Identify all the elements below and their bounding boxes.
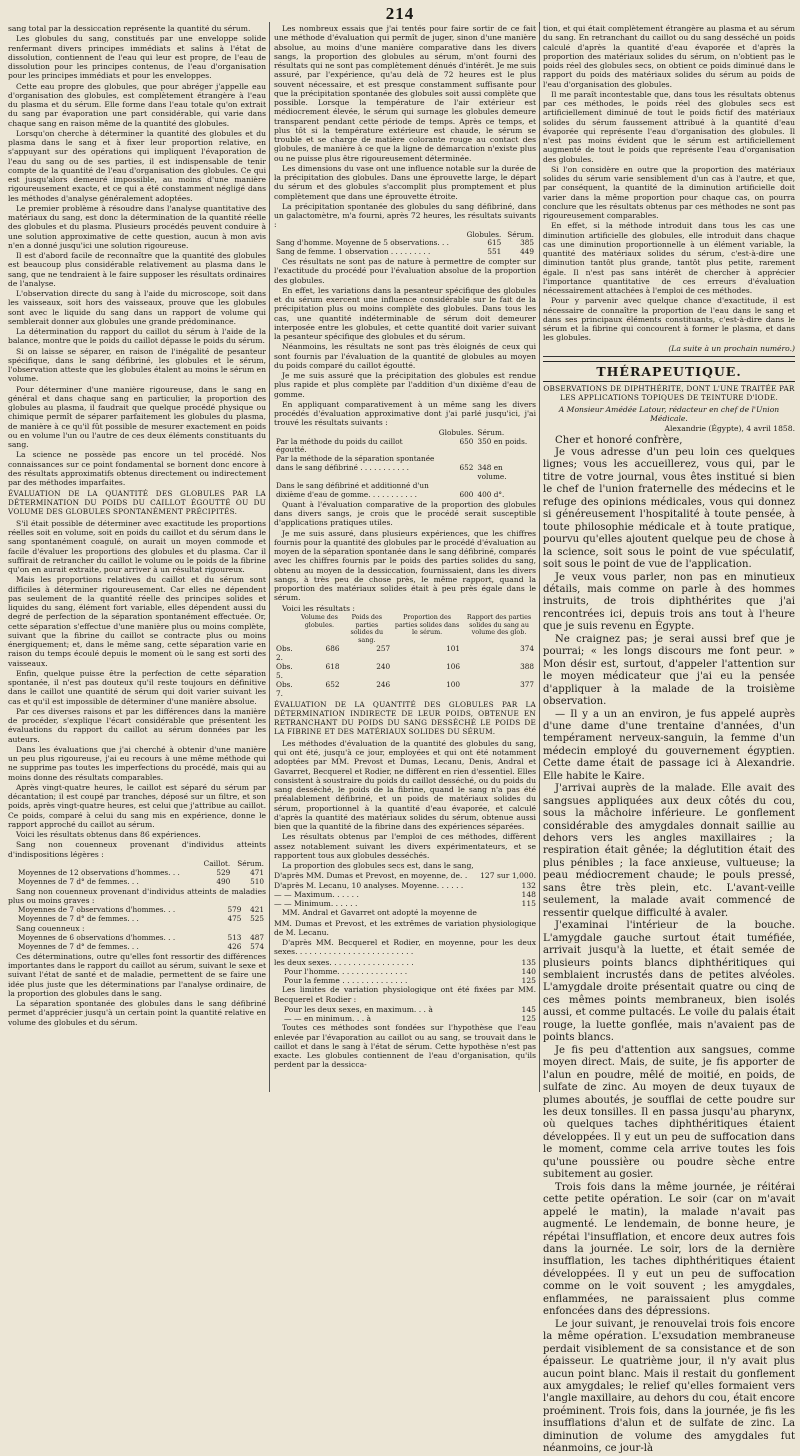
paragraph: sang total par la dessiccation représente la quantité du sérum.	[8, 24, 251, 33]
table-cell: 525	[250, 913, 264, 923]
column-header: Volume des globules.	[300, 612, 338, 629]
table-row	[8, 878, 266, 887]
data-table	[274, 614, 536, 699]
list-item	[274, 871, 536, 880]
paragraph: S'il était possible de déterminer avec exactitude les proportions réelles soit en volume, soit en poids du caillot et du sérum dans le sang spontanément coagulé, on aurait un moyen commode et facile d'évaluer les proportions des globules et du plasma. Car il suffirait de retrancher du caillot le volume ou le poids de la fibrine qu'on en aurait extraite, pour arriver à un résultat rigoureux.	[8, 518, 266, 575]
divider	[543, 356, 795, 357]
dedication: A Monsieur Amédée Latour, rédacteur en chef de l'Union Médicale.	[558, 404, 780, 424]
letter-body	[543, 435, 795, 1456]
table-cell: 348 en volume.	[477, 463, 507, 482]
item-label: les deux sexes. . . . . . . . . . . . . . . . . .	[274, 957, 414, 967]
data-table	[8, 906, 266, 924]
row-label: Sang de femme. 1 observation . . . . . . . . .	[276, 247, 431, 257]
paragraph: Ces résultats ne sont pas de nature à permettre de compter sur l'exactitude du procédé pour l'évaluation absolue de la proportion des globules.	[274, 257, 536, 285]
table-row	[274, 464, 536, 482]
item-value: 140	[521, 966, 536, 976]
continuation-note: (La suite à un prochain numéro.)	[668, 343, 795, 353]
row-label: Moyennes de 12 observations d'hommes. . .	[18, 867, 180, 877]
table-cell: 551	[487, 247, 502, 257]
table-cell: 240	[376, 661, 391, 671]
paragraph: Je fis peu d'attention aux sangsues, comme moyen direct. Mais, de suite, je fis apporter de l'alun en poudre, mêlé de moitié, en poids, de sulfate de zinc. Au moyen de deux tuyaux de plumes aboutés, je soufflai de cette poudre sur les deux tonsilles. Il en passa jusqu'au pharynx, où quelques taches diphthéritiques étaient développées. Il y eut un peu de suffocation dans le moment, comme cela arrive toutes les fois qu'une poussière ou poudre sèche entre subitement au gosier.	[543, 1044, 795, 1181]
item-label: — — Minimum. . . . . .	[274, 899, 358, 909]
table-cell: 600	[459, 489, 474, 499]
list-item	[274, 1005, 536, 1014]
paragraph: Sang couenneux :	[16, 923, 85, 933]
row-label: Moyennes de 7 observations d'hommes. . .	[18, 905, 176, 915]
table-cell: 650	[459, 436, 474, 446]
paragraph: Par ces diverses raisons et par les différences dans la manière de procéder, s'explique l'écart considérable que présentent les évaluations du rapport du caillot au sérum données par les auteurs.	[8, 706, 266, 744]
table-cell: 377	[520, 679, 534, 689]
table-cell: 475	[227, 913, 242, 923]
table-cell: 686	[325, 644, 340, 654]
paragraph: Je veux vous parler, non pas en minutieux détails, mais comme on parle à des hommes instruits, de trois diphthérites que j'ai rencontrées ici, depuis trois ans tout à l'heure que je suis revenu en Égypte.	[543, 571, 795, 633]
paragraph: Pour déterminer d'une manière rigoureuse, dans le sang en général et dans chaque sang en particulier, la proportion des globules au plasma, il faudrait que quelque procédé physique ou chimique permît de séparer parfaitement les globules du plasma, de manière à ce qu'il fût possible de mesurer exactement en poids ou en volume l'un ou l'autre de ces deux éléments constituants du sang.	[8, 384, 266, 449]
paragraph: Le premier problème à résoudre dans l'analyse quantitative des matériaux du sang, est donc la détermination de la quantité réelle des globules et du plasma. Plusieurs procédés peuvent conduire à une solution approximative de cette question, aucun à mon avis n'en a donné jusqu'ici une solution rigoureuse.	[8, 203, 266, 250]
section-heading: ÉVALUATION DE LA QUANTITÉ DES GLOBULES PAR LA DÉTERMINATION INDIRECTE DE LEUR POIDS, OBTENUE EN RETRANCHANT DU POIDS DU SANG DESSÉCHÉ LE POIDS DE LA FIBRINE ET DES MATÉRIAUX SOLIDES DU SÉRUM.	[274, 700, 536, 737]
paragraph: J'examinai l'intérieur de la bouche. L'amygdale gauche surtout était tuméfiée, arrivait jusqu'à la luette, et était semée de plusieurs points blancs diphthéritiques qui semblaient incrustés dans de petites alvéoles. L'amygdale droite présentait quatre ou cinq de ces mêmes points membraneux, bien isolés aussi, et comme pultacés. Le voile du palais était rouge, la luette gonflée, mais n'avaient pas de points blancs.	[543, 920, 795, 1044]
table-row	[8, 943, 266, 952]
list-item	[274, 881, 536, 890]
table-cell: 574	[250, 942, 264, 952]
table-cell: 513	[227, 933, 242, 943]
paragraph: Mais les proportions relatives du caillot et du sérum sont difficiles à déterminer rigoureusement. Car elles ne dépendent pas seulement de la quantité réelle des principes solides et liquides du sang, élément fort variable, elles dépendent aussi du degré de perfection de la séparation spontanément effectuée. Or, cette séparation s'effectue d'une manière plus ou moins complète, suivant que la fibrine du caillot se contracte plus ou moins énergiquement; et, dans le même sang, cette séparation varie en raison du temps écoulé depuis le moment où le sang est sorti des vaisseaux.	[8, 575, 266, 668]
table-cell: 374	[520, 644, 534, 654]
row-label: Moyennes de 6 observations d'hommes. . .	[18, 933, 176, 943]
paragraph: Les dimensions du vase ont une influence notable sur la durée de la précipitation des globules. Dans une éprouvette large, le départ du sérum et des globules s'accomplit plus promptement et plus complètement que dans une éprouvette étroite.	[274, 163, 536, 201]
table-cell: 652	[459, 463, 474, 473]
paragraph: Après vingt-quatre heures, le caillot est séparé du sérum par décantation; il est coupé par tranches, déposé sur un filtre, et son poids, après vingt-quatre heures, est celui que j'attribue au caillot. Ce poids, comparé à celui du sang mis en expérience, donne le rapport approché du caillot au sérum.	[8, 782, 266, 829]
row-label: Dans le sang défibriné et additionné d'un	[276, 481, 429, 491]
column-header: Caillot.	[203, 858, 231, 868]
paragraph: Si on laisse se séparer, en raison de l'inégalité de pesanteur spécifique, dans le sang défibriné, les globules et le sérum, l'observation atteste que les globules étalent au moins le sérum en volume.	[8, 346, 266, 384]
row-label: Sang d'homme. Moyenne de 5 observations. . .	[276, 238, 450, 248]
paragraph: Voici les résultats :	[282, 603, 355, 613]
table-row	[274, 491, 536, 500]
salutation: Cher et honoré confrère,	[555, 434, 683, 446]
paragraph: Les résultats obtenus par l'emploi de ces méthodes, diffèrent assez notablement suivant les divers expérimentateurs, et se rapportent tous aux globules desséchés.	[274, 832, 536, 860]
paragraph: Trois fois dans la même journée, je réitérai cette petite opération. Le soir (car on m'avait appelé le matin), la malade n'avait pas augmenté. Le lendemain, de bonne heure, je répétai l'insufflation, et encore deux autres fois dans la journée. Le soir, lors de la dernière insufflation, les taches diphthéritiques étaient développées. Il y eut un peu de suffocation comme on le voit souvent ; les amygdales, enflammées, ne paraissaient plus comme enfoncées dans des dépressions.	[543, 1181, 795, 1318]
row-label: dixième d'eau de gomme. . . . . . . . . . .	[276, 489, 417, 499]
list-item	[274, 967, 536, 976]
value-list	[274, 958, 536, 986]
row-label: Obs. 7.	[276, 679, 293, 698]
table-cell: 421	[250, 905, 264, 915]
column-header: Sérum.	[477, 427, 505, 437]
paragraph: Sang non couenneux provenant d'individus atteints de maladies plus ou moins graves :	[8, 886, 266, 905]
item-value: 115	[521, 899, 536, 909]
table-cell: 490	[216, 876, 231, 886]
article-heading: OBSERVATIONS DE DIPHTHÉRITE, DONT L'UNE TRAITÉE PAR LES APPLICATIONS TOPIQUES DE TEINTURE D'IODE.	[543, 384, 795, 402]
table-cell: 618	[325, 661, 340, 671]
table-cell: 257	[376, 644, 391, 654]
row-label: Par la méthode de la séparation spontanée	[276, 454, 435, 464]
paragraph: Les méthodes d'évaluation de la quantité des globules du sang, qui ont été, jusqu'à ce jour, employées et qui ont été notamment adoptées par MM. Prevost et Dumas, Lecanu, Denis, Andral et Gavarret, Becquerel et Rodier, ne diffèrent en rien d'essentiel. Elles consistent à soustraire du poids du caillot desséché, ou du poids du sang desséché, le poids de la fibrine, quand le sang n'a pas été préalablement défibriné, et un poids de matériaux solides du sérum, proportionnel à la quantité d'eau évaporée, et calculé d'après la quantité des matériaux solides du sérum, obtenue aussi bien que la quantité de la fibrine dans des expériences séparées.	[274, 738, 536, 832]
item-label: D'après M. Lecanu, 10 analyses. Moyenne. . . . . .	[274, 880, 464, 890]
table-cell: 385	[520, 238, 534, 248]
table-cell: 510	[250, 876, 264, 886]
list-item	[274, 976, 536, 985]
paragraph: Enfin, quelque puisse être la perfection de cette séparation spontanée, il n'est pas douteux qu'il reste toujours en définitive dans le caillot une quantité de sérum qui doit varier suivant les cas et qu'il est impossible de déterminer d'une manière absolue.	[8, 668, 266, 706]
paragraph: La détermination du rapport du caillot du sérum à l'aide de la balance, montre que le poids du caillot dépasse le poids du sérum.	[8, 327, 266, 346]
section-title: THÉRAPEUTIQUE.	[543, 361, 795, 382]
paragraph: En appliquant comparativement à un même sang les divers procédés d'évaluation approximative dont j'ai parlé jusqu'ici, j'ai trouvé les résultats suivants :	[274, 399, 536, 428]
paragraph: La science ne possède pas encore un tel procédé. Nos connaissances sur ce point fondamental se bornent donc encore à des résultats approximatifs obtenus directement ou indirectement par des méthodes imparfaites.	[8, 450, 266, 487]
paragraph: Pour y parvenir avec quelque chance d'exactitude, il est nécessaire de connaître la proportion de l'eau dans le sang et dans ses principaux éléments constituants, c'est-à-dire dans le sérum et la fibrine qui concourent à former le plasma, et dans les globules.	[543, 296, 795, 343]
page-number: 214	[385, 4, 415, 23]
paragraph: Il me paraît incontestable que, dans tous les résultats obtenus par ces méthodes, le poids réel des globules secs est artificiellement diminué de tout le poids fictif des matériaux solides du sérum faussement attribué à la quantité d'eau évaporée qui représente l'eau d'organisation des globules. Il n'est pas moins évident que le sérum est artificiellement augmenté de tout le poids que représente l'eau d'organisation des globules.	[543, 89, 795, 164]
item-label: D'après MM. Dumas et Prevost, en moyenne, de. .	[274, 871, 468, 881]
value-list	[274, 1005, 536, 1024]
paragraph: — Il y a un an environ, je fus appelé auprès d'une dame d'une trentaine d'années, d'un tempérament nerveux-sanguin, la femme d'un médecin employé du gouvernement égyptien. Cette dame était de passage ici à Alexandrie. Elle habite le Kaire.	[543, 708, 795, 782]
table-row	[8, 915, 266, 924]
paragraph: Les nombreux essais que j'ai tentés pour faire sortir de ce fait une méthode d'évaluation qui permît de juger, sinon d'une manière absolue, au moins d'une manière comparative dans les divers sangs, la proportion des globules au sérum, m'ont fourni des résultats qui ne sont pas complètement dénués d'intérêt. Je me suis assuré, par l'expérience, qu'au delà de 72 heures est le plus souvent nécessaire, et est presque constamment suffisante pour que la précipitation spontanée des globules soit aussi complète que possible. Lorsque la température de l'air extérieur est médiocrement élevée, le sérum qui surnage les globules demeure transparent pendant cette période de temps. Après ce temps, et plus tôt si la température extérieure est chaude, le sérum se trouble et se charge de matière colorante rouge au contact des globules, de manière à ce que la ligne de démarcation n'existe plus ou ne puisse plus être rigoureusement déterminée.	[274, 24, 536, 163]
col1-paragraphs	[8, 24, 266, 487]
paragraph: Il est d'abord facile de reconnaître que la quantité des globules est beaucoup plus considérable relativement au plasma dans le sang, que ne tendraient à le faire supposer les résultats ordinaires de l'analyse.	[8, 251, 266, 288]
paragraph: MM. Dumas et Prevost, et les extrêmes de variation physiologique de M. Lecanu.	[274, 918, 536, 937]
table-cell: 487	[250, 933, 264, 943]
paragraph: Je vous adresse d'un peu loin ces quelques lignes; vous les accueillerez, vous qui, par le titre de votre journal, vous êtes institué si bien le chef de l'union fraternelle des médecins et le refuge des opinions médicales, vous qui donnez si généreusement l'hospitalité à toute pensée, à toute philosophie médicale et à toute pratique, pourvu qu'elles ajoutent quelque peu de chose à la science, soit sous le point de vue spéculatif, soit sous le point de vue de l'application.	[543, 446, 795, 571]
value-list	[274, 871, 536, 908]
paragraph: Ne craignez pas; je serai aussi bref que je pourrai; « les longs discours me font peur. » Mon désir est, surtout, d'appeler l'attention sur le moyen médicateur que j'ai eu la pensée d'appliquer à la malade de la troisième observation.	[543, 633, 795, 708]
item-value: 132	[521, 880, 536, 890]
column-divider	[269, 22, 270, 1092]
place-date: Alexandrie (Égypte), 4 avril 1858.	[664, 424, 795, 434]
row-label: Moyennes de 7 d° de femmes. . .	[18, 913, 139, 923]
paragraph: Quant à l'évaluation comparative de la proportion des globules dans divers sangs, je crois que le procédé serait susceptible d'applications pratiques utiles.	[274, 499, 536, 528]
paragraph: Toutes ces méthodes sont fondées sur l'hypothèse que l'eau enlevée par l'évaporation au caillot ou au sang, se trouvait dans le caillot et dans le sang à l'état de sérum. Cette hypothèse n'est pas exacte. Les globules contiennent de l'eau d'organisation, qu'ils perdent par la dessicca-	[274, 1023, 536, 1070]
table-row	[274, 248, 536, 257]
item-value: 125	[521, 1014, 536, 1024]
paragraph: tion, et qui était complètement étrangère au plasma et au sérum du sang. En retranchant du caillot ou du sang desséché un poids calculé d'après la quantité d'eau évaporée et d'après la proportion des matériaux solides du sérum, on n'obtient pas le poids réel des globules secs, on obtient ce poids diminué dans le rapport du poids des matériaux solides du sérum au poids de l'eau d'organisation des globules.	[543, 24, 795, 89]
table-cell: 106	[446, 661, 461, 671]
row-label: Moyennes de 7 d° de femmes. . .	[18, 942, 139, 952]
section-heading: ÉVALUATION DE LA QUANTITÉ DES GLOBULES PAR LA DÉTERMINATION DU POIDS DU CAILLOT ÉGOUTTÉ OU DU VOLUME DES GLOBULES SPONTANÉMENT PRÉCIPITÉS.	[8, 489, 266, 517]
paragraph: En effet, les variations dans la pesanteur spécifique des globules et du sérum exercent une influence considérable sur le fait de la précipitation plus ou moins complète des globules. Dans tous les cas, une quantité indéterminable de sérum doit demeurer interposée entre les globules, et cette quantité doit varier suivant la pesanteur spécifique des globules et du sérum.	[274, 285, 536, 342]
column-header: Sérum.	[237, 858, 264, 868]
list-item	[274, 899, 536, 908]
table-cell: 615	[487, 238, 502, 248]
column-header: Proportion des parties solides dans le sérum.	[394, 612, 460, 637]
paragraph: Je me suis assuré, dans plusieurs expériences, que les chiffres fournis pour la quantité des globules par le procédé d'évaluation au moyen de la séparation spontanée dans le sang défibriné, comparés avec les chiffres fournis par le poids des parties solides du sang, obtenu au moyen de la dessiccation, fournissaient, dans les divers sangs, à très peu de chose près, le même rapport, quand la proportion des matériaux solides était à peu près égale dans le sérum.	[274, 528, 536, 603]
item-value: 135	[521, 957, 536, 967]
paragraph: La séparation spontanée des globules dans le sang défibriné permet d'apprécier jusqu'à un certain point la quantité relative en volume des globules et du sérum.	[8, 999, 266, 1027]
data-table	[274, 429, 536, 500]
table-cell: 388	[520, 661, 534, 671]
table-cell: 246	[376, 679, 391, 689]
table-cell: 426	[227, 942, 242, 952]
list-item	[274, 890, 536, 899]
paragraph: Ces déterminations, outre qu'elles font ressortir des différences importantes dans le rapport du caillot au sérum, suivant le sexe et suivant l'état de santé et de maladie, permettent de se faire une idée plus juste que les déterminations par l'analyse ordinaire, de la proportion des globules dans le sang.	[8, 951, 266, 998]
paragraph: Néanmoins, les résultats ne sont pas très éloignés de ceux qui sont fournis par l'évaluation de la quantité de globules au moyen du poids comparé du caillot égoutté.	[274, 342, 536, 370]
paragraph: Cette eau propre des globules, que pour abréger j'appelle eau d'organisation des globules, est complètement étrangère à l'eau du plasma et du sérum. Elle forme dans l'eau totale qu'on extrait du sang par évaporation une part considérable, qui varie dans chaque sang en raison même de la quantité des globules.	[8, 81, 266, 128]
column-header: Globules.	[466, 229, 502, 239]
paragraph: Lorsqu'on cherche à déterminer la quantité des globules et du plasma dans le sang et à fixer leur proportion relative, en s'appuyant sur des opérations qui impliquent l'évaporation de l'eau du sang ou de ses parties, il est indispensable de tenir compte de la quantité de l'eau d'organisation des globules. Ce qui est jusqu'alors demeuré impossible, au moins d'une manière rigoureusement exacte, et ce qui a été constamment négligé dans les méthodes d'analyse généralement adoptées.	[8, 128, 266, 203]
item-label: Pour les deux sexes, en maximum. . . à	[284, 1004, 433, 1014]
row-label: Moyennes de 7 d° de femmes. . .	[18, 876, 139, 886]
table-cell: 350 en poids.	[477, 436, 528, 446]
item-value: 148	[521, 889, 536, 899]
paragraph: Les limites de variation physiologique ont été fixées par MM. Becquerel et Rodier :	[274, 985, 536, 1004]
paragraph: Je me suis assuré que la précipitation des globules est rendue plus rapide et plus complète par l'addition d'un dixième d'eau de gomme.	[274, 371, 536, 399]
row-label: Obs. 2.	[276, 644, 293, 662]
item-label: — — en minimum. . . à	[284, 1014, 372, 1024]
data-table	[274, 231, 536, 258]
table-cell: 579	[227, 905, 242, 915]
table-cell: 101	[446, 644, 461, 654]
data-table	[8, 934, 266, 952]
table-cell: 529	[216, 867, 231, 877]
paragraph: La proportion des globules secs est, dans le sang,	[282, 861, 474, 871]
row-label: Par la méthode du poids du caillot égoutté.	[276, 436, 403, 455]
table-row	[274, 645, 536, 663]
paragraph: En effet, si la méthode introduit dans tous les cas une diminution artificielle des globules, elle introduit dans chaque cas une diminution proportionnelle à un élément variable, la quantité des matériaux solides du sérum, c'est-à-dire une diminution tantôt plus grande, tantôt plus petite, rarement égale. Il n'est pas sans intérêt de chercher à apprécier l'importance quantitative de ces erreurs d'évaluation nécessairement attachées à l'emploi de ces méthodes.	[543, 221, 795, 295]
column-header: Globules.	[438, 427, 474, 437]
paragraph: La précipitation spontanée des globules du sang défibriné, dans un galactomètre, m'a fourni, après 72 heures, les résultats suivants :	[274, 201, 536, 230]
column-1	[8, 24, 266, 1028]
column-divider	[539, 22, 540, 1092]
column-3	[543, 24, 795, 1456]
column-2	[274, 24, 536, 1071]
list-item	[274, 1014, 536, 1023]
item-value: 127 sur 1,000.	[480, 871, 536, 881]
paragraph: J'arrivai auprès de la malade. Elle avait des sangsues appliquées aux deux côtés du cou, sous la mâchoire inférieure. Le gonflement considérable des amygdales donnait saillie au dehors vers les angles maxillaires ; la respiration était gênée; la déglutition était des plus pénibles ; la face anxieuse, vultueuse; la peau médiocrement chaude; le pouls pressé, sans être très plein, etc. L'avant-veille seulement, la malade avait commencé de ressentir quelque difficulté à avaler.	[543, 783, 795, 919]
paragraph: Les globules du sang, constitués par une enveloppe solide renfermant divers principes immédiats et salins à l'état de dissolution, contiennent de l'eau qui leur est propre, de l'eau de dissolution pour les principes contenus, de l'eau d'organisation pour les principes immédiats et pour les enveloppes.	[8, 34, 266, 81]
paragraph: D'après MM. Becquerel et Rodier, en moyenne, pour les deux sexes. . . . . . . . . . . . . . . . . . . . . . . . .	[274, 938, 536, 957]
table-cell: 471	[250, 867, 264, 877]
column-header: Rapport des parties solides du sang au volume des glob.	[466, 612, 532, 637]
paragraph: Dans les évaluations que j'ai cherché à obtenir d'une manière un peu plus rigoureuse, j'ai eu recours à une même méthode qui ne supprime pas toutes les imperfections du procédé, mais qui au moins donne des résultats comparables.	[8, 744, 266, 782]
list-item	[274, 958, 536, 967]
item-value: 125	[521, 976, 536, 986]
row-label: Obs. 5.	[276, 661, 293, 680]
table-cell: 400 d°.	[477, 489, 505, 499]
table-row	[274, 681, 536, 699]
paragraph: Le jour suivant, je renouvelai trois fois encore la même opération. L'exsudation membraneuse perdait visiblement de sa consistance et de son épaisseur. Le quatrième jour, il n'y avait plus aucun point blanc. Mais il restait du gonflement aux amygdales; le relief qu'elles formaient vers l'angle maxillaire, au dehors du cou, était encore proéminent. Trois fois, dans la journée, je fis les insufflations d'alun et de sulfate de zinc. La diminution de volume des amygdales fut néanmoins, ce jour-là	[543, 1318, 795, 1455]
row-label: dans le sang défibriné . . . . . . . . . . .	[276, 463, 409, 473]
table-row	[274, 663, 536, 681]
paragraph: Sang non couenneux provenant d'individus atteints d'indispositions légères :	[8, 840, 266, 859]
column-header: Poids des parties solides du sang.	[350, 612, 384, 645]
data-table	[8, 860, 266, 887]
column-header: Sérum.	[507, 229, 534, 239]
item-label: Pour l'homme. . . . . . . . . . . . . . .	[284, 966, 408, 976]
paragraph: MM. Andral et Gavarret ont adopté la moyenne de	[282, 908, 477, 918]
item-label: — — Maximum. . . . . .	[274, 889, 359, 899]
table-cell: 449	[520, 247, 534, 257]
paragraph: Voici les résultats obtenus dans 86 expériences.	[16, 830, 201, 840]
table-cell: 652	[325, 679, 340, 689]
item-value: 145	[521, 1004, 536, 1014]
item-label: Pour la femme . . . . . . . . . . . . . .	[284, 976, 408, 986]
table-cell: 100	[446, 679, 461, 689]
table-row	[274, 438, 536, 456]
paragraph: Si l'on considère en outre que la proportion des matériaux solides du sérum varie sensiblement d'un cas à l'autre, et que, par conséquent, la quantité de la diminution artificielle doit varier dans la même proportion pour chaque cas, on pourra conclure que les résultats obtenus par ces méthodes ne sont pas rigoureusement comparables.	[543, 164, 795, 220]
paragraph: L'observation directe du sang à l'aide du microscope, soit dans les vaisseaux, soit hors des vaisseaux, prouve que les globules sont avec le liquide du sang dans un rapport de volume qui semblerait donner aux globules une grande prédominance.	[8, 289, 266, 326]
